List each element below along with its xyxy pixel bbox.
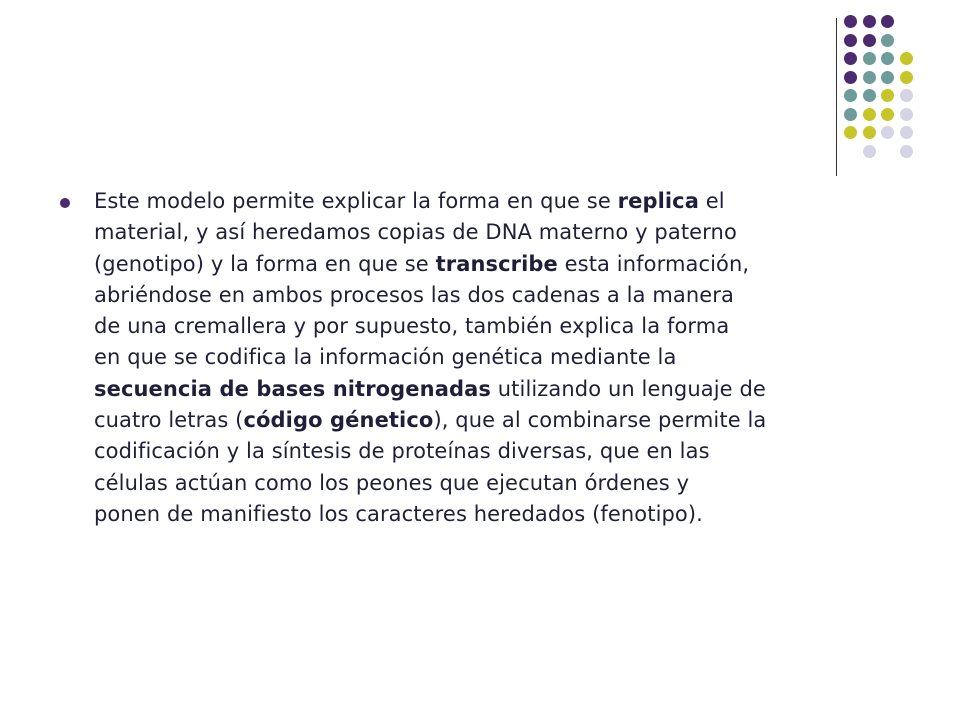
bullet-dot-icon [60,198,70,208]
decorative-dot [900,126,913,139]
decorative-dot [900,71,913,84]
paragraph-line [94,217,920,248]
decorative-dot [844,71,857,84]
decorative-dot [881,71,894,84]
text-run: ), que al combinarse permite la [433,408,767,433]
divider-line [836,18,837,176]
text-run: material, y así heredamos copias de DNA materno y paterno [94,220,737,245]
paragraph-line [94,468,920,499]
paragraph-line [94,436,920,467]
decorative-dot [881,52,894,65]
paragraph-line [94,280,920,311]
emphasized-term: replica [617,189,700,213]
paragraph-line [94,374,920,405]
decorative-dot [844,15,857,28]
decorative-dot [844,108,857,121]
decorative-dot [900,52,913,65]
decorative-dot [881,15,894,28]
text-run: abriéndose en ambos procesos las dos cadenas a la manera [94,282,735,307]
decorative-dot [863,34,876,47]
paragraph-line [94,311,920,342]
text-run: células actúan como los peones que ejecutan órdenes y [94,470,690,495]
body-paragraph [94,186,920,530]
text-run: de una cremallera y por supuesto, también explica la forma [94,314,730,339]
text-run: el [699,189,725,213]
decorative-dot [900,89,913,102]
emphasized-term: código génetico [243,408,434,433]
decorative-dot [900,108,913,121]
text-run: codificación y la síntesis de proteínas diversas, que en las [94,439,710,464]
decorative-dot [900,145,913,158]
text-run: cuatro letras ( [94,408,244,433]
decorative-dot [863,126,876,139]
decorative-dot [863,145,876,158]
decorative-dot [863,15,876,28]
decorative-dot [863,71,876,84]
paragraph-line [94,499,920,530]
decorative-dot [881,126,894,139]
decorative-dot [844,34,857,47]
text-run: Este modelo permite explicar la forma en que se [94,189,618,213]
text-run: esta información, [557,251,750,276]
decorative-dot [881,89,894,102]
paragraph-line [94,342,920,373]
decorative-dot [881,34,894,47]
text-run: utilizando un lenguaje de [490,376,766,401]
text-run: ponen de manifiesto los caracteres heredados (fenotipo). [94,501,703,526]
emphasized-term: transcribe [435,251,558,276]
decorative-dot [881,108,894,121]
decorative-dot [844,52,857,65]
paragraph-line [94,249,920,280]
decorative-dot [863,108,876,121]
paragraph-line [94,186,920,217]
decorative-dot [844,89,857,102]
text-run: (genotipo) y la forma en que se [94,251,436,276]
text-run: en que se codifica la información genética mediante la [94,345,677,370]
decorative-dot [863,89,876,102]
decorative-dot [844,126,857,139]
paragraph-line [94,405,920,436]
decorative-dot [863,52,876,65]
emphasized-term: secuencia de bases nitrogenadas [94,376,491,401]
